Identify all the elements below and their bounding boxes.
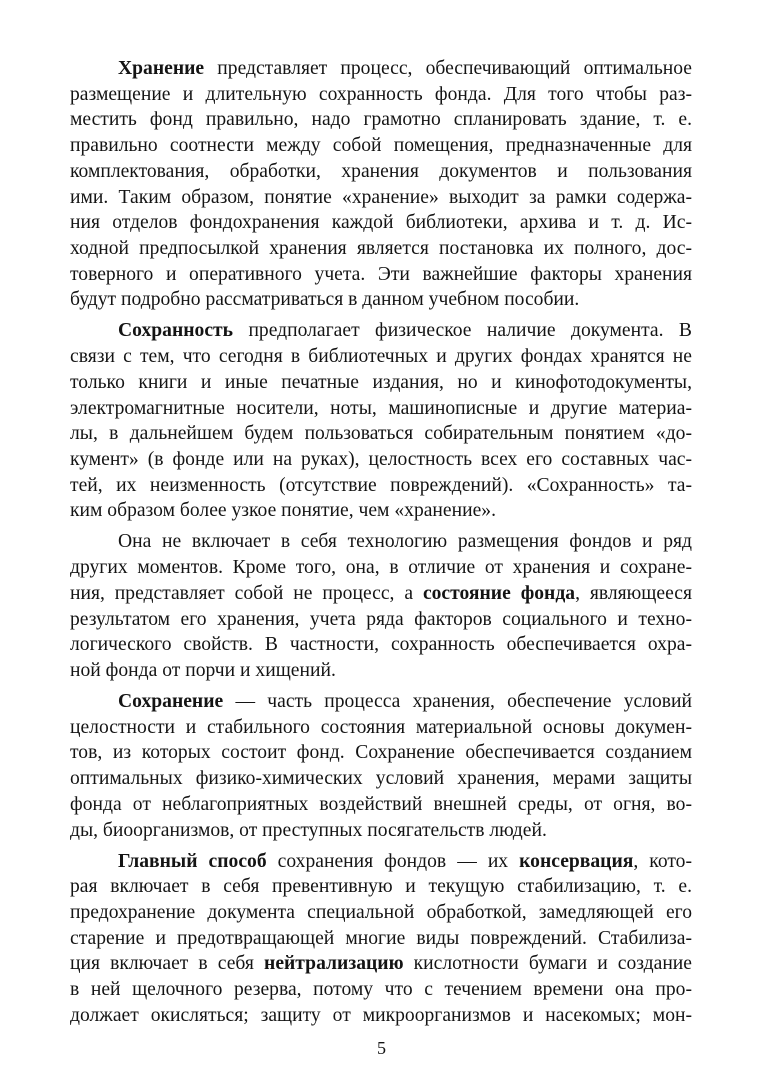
text-line — [70, 210, 692, 236]
text-run: предполагает физическое наличие документа. В — [233, 320, 692, 342]
text-line — [70, 632, 692, 658]
text-line — [70, 658, 692, 684]
text-run: только книги и иные печатные издания, но и кинофотодокументы, — [70, 371, 692, 393]
paragraph — [70, 529, 692, 683]
bold-term: консервация — [519, 850, 634, 872]
text-run: ция включает в себя — [70, 953, 265, 975]
text-run: старение и предотвращающей многие виды повреждений. Стабилиза- — [70, 927, 692, 949]
text-run: , являющееся — [575, 582, 692, 604]
bold-term: Главный способ — [118, 850, 267, 872]
text-line — [70, 818, 692, 844]
text-run: правильно соотнести между собой помещения, предназначенные для — [70, 135, 692, 157]
paragraph — [70, 689, 692, 843]
text-run: предохранение документа специальной обработкой, замедляющей его — [70, 902, 692, 924]
text-line — [70, 529, 692, 555]
text-run: оптимальных физико-химических условий хранения, мерами защиты — [70, 768, 692, 790]
paragraph — [70, 849, 692, 1029]
text-line — [70, 874, 692, 900]
text-run: в ней щелочного резерва, потому что с течением времени она про- — [70, 979, 692, 1001]
text-line — [70, 715, 692, 741]
bold-term: состояние фонда — [422, 582, 576, 604]
text-line — [70, 740, 692, 766]
text-line — [70, 396, 692, 422]
text-line — [70, 473, 692, 499]
text-line — [70, 56, 692, 82]
text-line — [70, 766, 692, 792]
text-run: связи с тем, что сегодня в библиотечных и других фондах хранятся не — [70, 346, 692, 368]
text-line — [70, 318, 692, 344]
text-run: ния отделов фондохранения каждой библиотеки, архива и т. д. Ис- — [70, 212, 692, 234]
text-run: должает окисляться; защиту от микроорганизмов и насекомых; мон- — [70, 1004, 692, 1026]
text-run: лы, в дальнейшем будем пользоваться собирательным понятием «до- — [70, 423, 692, 445]
text-line — [70, 421, 692, 447]
text-run: комплектования, обработки, хранения документов и пользования — [70, 160, 692, 182]
text-line — [70, 977, 692, 1003]
paragraph — [70, 318, 692, 524]
paragraph — [70, 56, 692, 313]
text-line — [70, 689, 692, 715]
text-line — [70, 287, 692, 313]
text-run: ходной предпосылкой хранения является постановка их полного, дос- — [70, 237, 692, 259]
body-text — [70, 56, 692, 1034]
text-run: результатом его хранения, учета ряда факторов социального и техно- — [70, 608, 692, 630]
text-line — [70, 236, 692, 262]
text-line — [70, 447, 692, 473]
text-line — [70, 1003, 692, 1029]
bold-term: Сохранность — [118, 320, 234, 342]
text-line — [70, 555, 692, 581]
text-run: тов, из которых состоит фонд. Сохранение обеспечивается созданием — [70, 742, 692, 764]
text-run: других моментов. Кроме того, она, в отличие от хранения и сохране- — [70, 557, 692, 579]
text-line — [70, 849, 692, 875]
text-line — [70, 344, 692, 370]
text-run: , кото- — [633, 850, 692, 872]
text-run: ким образом более узкое понятие, чем «хранение». — [70, 500, 496, 522]
text-line — [70, 262, 692, 288]
text-run: будут подробно рассматриваться в данном учебном пособии. — [70, 289, 580, 311]
bold-term: Хранение — [118, 58, 205, 79]
text-line — [70, 607, 692, 633]
text-run: сохранения фондов — их — [266, 850, 520, 872]
page-number: 5 — [377, 1038, 386, 1058]
text-line — [70, 926, 692, 952]
text-run: ния, представляет собой не процесс, а — [70, 582, 423, 604]
text-run: местить фонд правильно, надо грамотно спланировать здание, т. е. — [70, 109, 692, 131]
text-line — [70, 498, 692, 524]
text-run: кислотности бумаги и создание — [403, 953, 692, 975]
text-line — [70, 581, 692, 607]
text-run: ими. Таким образом, понятие «хранение» выходит за рамки содержа- — [70, 186, 692, 208]
text-run: кумент» (в фонде или на руках), целостность всех его составных час- — [70, 448, 692, 470]
text-line — [70, 792, 692, 818]
text-run: рая включает в себя превентивную и текущую стабилизацию, т. е. — [70, 876, 692, 898]
text-line — [70, 185, 692, 211]
text-run: фонда от неблагоприятных воздействий внешней среды, от огня, во- — [70, 793, 692, 815]
text-run: товерного и оперативного учета. Эти важнейшие факторы хранения — [70, 263, 692, 285]
text-run: целостности и стабильного состояния материальной основы докумен- — [70, 716, 692, 738]
text-line — [70, 900, 692, 926]
text-line — [70, 159, 692, 185]
bold-term: Сохранение — [118, 691, 224, 713]
text-line — [70, 107, 692, 133]
text-run: представляет процесс, обеспечивающий оптимальное — [204, 58, 692, 79]
text-line — [70, 82, 692, 108]
text-run: размещение и длительную сохранность фонда. Для того чтобы раз- — [70, 83, 692, 105]
text-run: электромагнитные носители, ноты, машинописные и другие материа- — [70, 397, 692, 419]
text-run: — часть процесса хранения, обеспечение условий — [223, 691, 692, 713]
text-run: ды, биоорганизмов, от преступных посягательств людей. — [70, 819, 547, 841]
text-line — [70, 133, 692, 159]
text-run: логического свойств. В частности, сохранность обеспечивается охра- — [70, 634, 692, 656]
text-run: тей, их неизменность (отсутствие повреждений). «Сохранность» та- — [70, 474, 692, 496]
bold-term: нейтрализацию — [264, 953, 404, 975]
text-run: Она не включает в себя технологию размещения фондов и ряд — [118, 531, 692, 553]
text-line — [70, 370, 692, 396]
text-run: ной фонда от порчи и хищений. — [70, 659, 336, 681]
text-line — [70, 951, 692, 977]
